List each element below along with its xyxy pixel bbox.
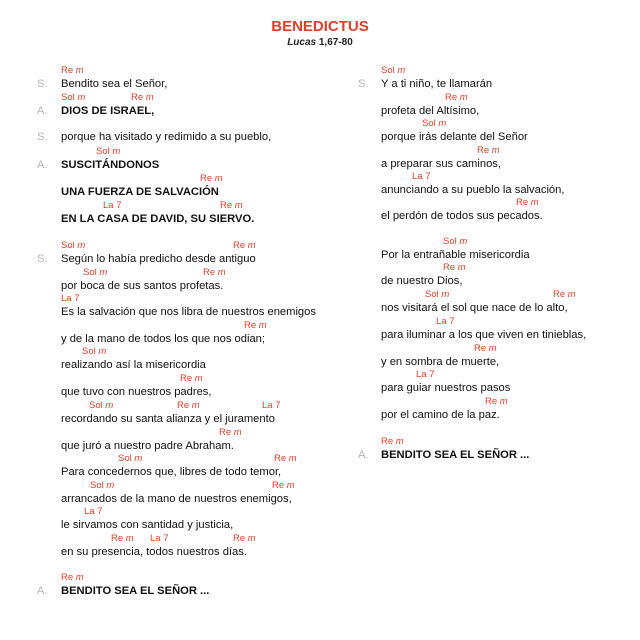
chord-label [412,171,431,182]
chord-quality: m [77,92,86,103]
lyric-text: Bendito sea el Señor, [61,78,168,90]
chord-quality: m [75,572,84,583]
chord-label [233,240,256,251]
chord-quality: 7 [449,316,455,327]
chord-root: Sol [61,240,78,251]
chord-quality: m [75,65,84,76]
chord-quality: m [234,200,243,211]
chord-root: Re [233,533,248,544]
chord-quality: m [247,240,256,251]
chord-quality: m [191,400,200,411]
lyric-text: de nuestro Dios, [381,275,463,287]
chord-label [96,146,120,157]
chord-quality: m [217,267,226,278]
chord-root: Re [516,197,531,208]
chord-quality: m [567,289,576,300]
chord-label [131,92,154,103]
chord-root: Re [485,396,500,407]
chord-label [84,506,103,517]
chord-quality: m [438,118,447,129]
chord-label [118,453,142,464]
chord-label [233,533,256,544]
chord-label [474,343,497,354]
chord-root: Re [203,267,218,278]
lyric-text: recordando su santa alianza y el juramento [61,413,275,425]
lyric-text: para guiar nuestros pasos [381,382,511,394]
chord-quality: m [112,146,121,157]
lyric-text: BENDITO SEA EL SEÑOR ... [61,585,210,597]
chord-label [262,400,281,411]
lyric-text: SUSCITÁNDONOS [61,159,160,171]
chord-quality: m [98,346,107,357]
chord-quality: m [233,427,242,438]
chord-root: Re [61,65,76,76]
role-label-assembly: A. [37,105,48,117]
chord-root: Re [477,145,492,156]
chord-root: La [416,369,430,380]
chord-quality: m [194,373,203,384]
chord-quality: m [214,173,223,184]
chord-label [61,293,80,304]
chord-root: Sol [422,118,439,129]
chord-label [83,267,107,278]
chord-root: Sol [83,267,100,278]
chord-root: Re [381,436,396,447]
chord-label [61,65,84,76]
lyric-text: DIOS DE ISRAEL, [61,105,155,117]
chord-label [90,480,114,491]
chord-quality: m [247,533,256,544]
chord-root: La [61,293,75,304]
role-label-assembly: A. [37,159,48,171]
chord-quality: m [286,480,295,491]
chord-label [381,65,405,76]
lyric-text: porque irás delante del Señor [381,131,528,143]
chord-root: La [262,400,276,411]
chord-quality: m [99,267,108,278]
chord-label [103,200,122,211]
chord-root: La [84,506,98,517]
chord-root: Sol [425,289,442,300]
chord-label [416,369,435,380]
chord-quality: m [457,262,466,273]
chord-label [61,92,85,103]
chord-label [111,533,134,544]
role-label-assembly: A. [358,449,369,461]
lyric-text: para iluminar a los que viven en tinieblas, [381,329,587,341]
chord-root: Re [274,453,289,464]
role-label-soloist: S. [358,78,369,90]
chord-label [82,346,106,357]
chord-root: Re [220,200,235,211]
chord-quality: m [125,533,134,544]
lyric-text: porque ha visitado y redimido a su pueblo, [61,131,272,143]
chord-root: Re [443,262,458,273]
chord-quality: 7 [116,200,122,211]
lyric-text: BENDITO SEA EL SEÑOR ... [381,449,530,461]
chord-root: Re [131,92,146,103]
chord-label [436,316,455,327]
chord-root: La [150,533,164,544]
chord-label [381,436,404,447]
chord-quality: m [105,400,114,411]
chord-label [485,396,508,407]
chord-label [150,533,169,544]
chord-label [244,320,267,331]
lyric-text: que juró a nuestro padre Abraham. [61,440,234,452]
chord-root: Re [445,92,460,103]
chord-label [177,400,200,411]
lyric-text: anunciando a su pueblo la salvación, [381,184,565,196]
lyric-text: por boca de sus santos profetas. [61,280,224,292]
chord-label [425,289,449,300]
chord-label [477,145,500,156]
chord-quality: m [77,240,86,251]
role-label-soloist: S. [37,131,48,143]
chord-root: Re [474,343,489,354]
chord-quality: m [395,436,404,447]
chord-label [220,200,243,211]
lyric-text: a preparar sus caminos, [381,158,502,170]
chord-quality: 7 [163,533,169,544]
song-title: BENEDICTUS [271,18,369,35]
reference-verses: 1,67-80 [318,37,353,48]
chord-root: Sol [82,346,99,357]
chord-root: Re [233,240,248,251]
role-label-soloist: S. [37,78,48,90]
chord-label [443,236,467,247]
chord-root: Sol [381,65,398,76]
chord-quality: m [397,65,406,76]
chord-label [61,240,85,251]
lyric-text: le sirvamos con santidad y justicia, [61,519,234,531]
lyric-text: Y a ti niño, te llamarán [381,78,493,90]
lyric-text: y de la mano de todos los que nos odian; [61,333,266,345]
chord-quality: m [459,92,468,103]
lyric-text: UNA FUERZA DE SALVACIÓN [61,186,219,198]
chord-quality: m [499,396,508,407]
chord-quality: m [491,145,500,156]
chord-label [274,453,297,464]
lyric-text: que tuvo con nuestros padres, [61,386,212,398]
chord-quality: m [106,480,115,491]
lyric-text: Por la entrañable misericordia [381,249,530,261]
lyric-text: realizando así la misericordia [61,359,206,371]
chord-root: Sol [118,453,135,464]
chord-label [61,572,84,583]
chord-root: Sol [90,480,107,491]
lyric-text: Para concedernos que, libres de todo temor, [61,466,282,478]
lyric-text: EN LA CASA DE DAVID, SU SIERVO. [61,213,255,225]
chord-label [516,197,539,208]
lyric-text: profeta del Altísimo, [381,105,480,117]
chord-root: Sol [443,236,460,247]
chord-label [422,118,446,129]
role-label-assembly: A. [37,585,48,597]
chord-label [180,373,203,384]
chord-root: Re [180,373,195,384]
chord-quality: 7 [429,369,435,380]
chord-quality: 7 [425,171,431,182]
lyric-text: y en sombra de muerte, [381,356,500,368]
chord-root: Re [200,173,215,184]
chord-root: Re [111,533,126,544]
reference-book: Lucas [287,37,317,48]
chord-label [200,173,223,184]
chord-root: Re [553,289,568,300]
chord-root: Re [219,427,234,438]
chord-label [219,427,242,438]
chord-root: Sol [61,92,78,103]
song-reference [0,37,640,48]
chord-root: La [103,200,117,211]
chord-quality: 7 [275,400,281,411]
chord-label [272,480,295,491]
role-label-soloist: S. [37,253,48,265]
chord-label [89,400,113,411]
lyric-text: el perdón de todos sus pecados. [381,210,543,222]
chord-root: La [412,171,426,182]
chord-root: Sol [96,146,113,157]
chord-label [553,289,576,300]
chord-quality: 7 [97,506,103,517]
chord-root: Re [61,572,76,583]
lyric-text: Es la salvación que nos libra de nuestros enemigos [61,306,316,318]
chord-quality: m [134,453,143,464]
chord-root: La [436,316,450,327]
chord-label [445,92,468,103]
lyric-text: nos visitará el sol que nace de lo alto, [381,302,568,314]
chord-quality: 7 [74,293,80,304]
lyric-text: Según lo había predicho desde antiguo [61,253,256,265]
chord-root: Re [244,320,259,331]
lyric-text: arrancados de la mano de nuestros enemigos, [61,493,292,505]
chord-quality: m [488,343,497,354]
chord-quality: m [459,236,468,247]
chord-quality: m [258,320,267,331]
chord-root: Re [272,480,287,491]
chord-label [203,267,226,278]
chord-quality: m [441,289,450,300]
chord-quality: m [530,197,539,208]
chord-quality: m [145,92,154,103]
chord-root: Sol [89,400,106,411]
chord-root: Re [177,400,192,411]
lyric-text: en su presencia, todos nuestros días. [61,546,247,558]
chord-quality: m [288,453,297,464]
lyric-text: por el camino de la paz. [381,409,500,421]
chord-label [443,262,466,273]
